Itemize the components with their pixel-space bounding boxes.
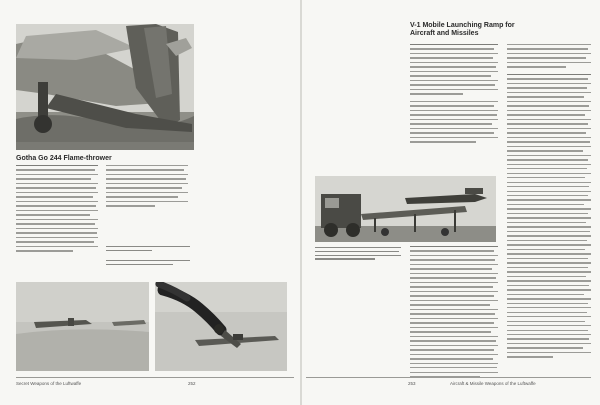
right-column-2-text [507, 44, 591, 361]
v1-launching-ramp-photo [315, 176, 496, 242]
right-photo-caption [315, 247, 401, 262]
left-caption-1 [106, 246, 190, 254]
left-footer-title: Secret Weapons of the Luftwaffe [16, 381, 82, 386]
left-column-1-text [16, 165, 98, 255]
aircraft-tail-photo [16, 24, 194, 150]
burning-aircraft-photo [155, 282, 287, 371]
right-column-1-text [410, 44, 498, 146]
left-section-heading: Gotha Go 244 Flame-thrower [16, 155, 112, 162]
left-page-number: 252 [188, 381, 196, 386]
right-section-heading: V-1 Mobile Launching Ramp for Aircraft and Missiles [410, 22, 515, 37]
right-footer-title: Aircraft & Missile Weapons of the Luftwaffe [450, 381, 536, 386]
left-caption-2 [106, 260, 190, 268]
right-footer-rule [306, 377, 591, 378]
left-column-2-text [106, 165, 188, 210]
left-footer-rule [16, 377, 294, 378]
page-gutter [300, 0, 302, 405]
right-column-1-lower-text [410, 246, 498, 381]
right-page-number: 253 [408, 381, 416, 386]
aircraft-in-flight-photo [16, 282, 149, 371]
